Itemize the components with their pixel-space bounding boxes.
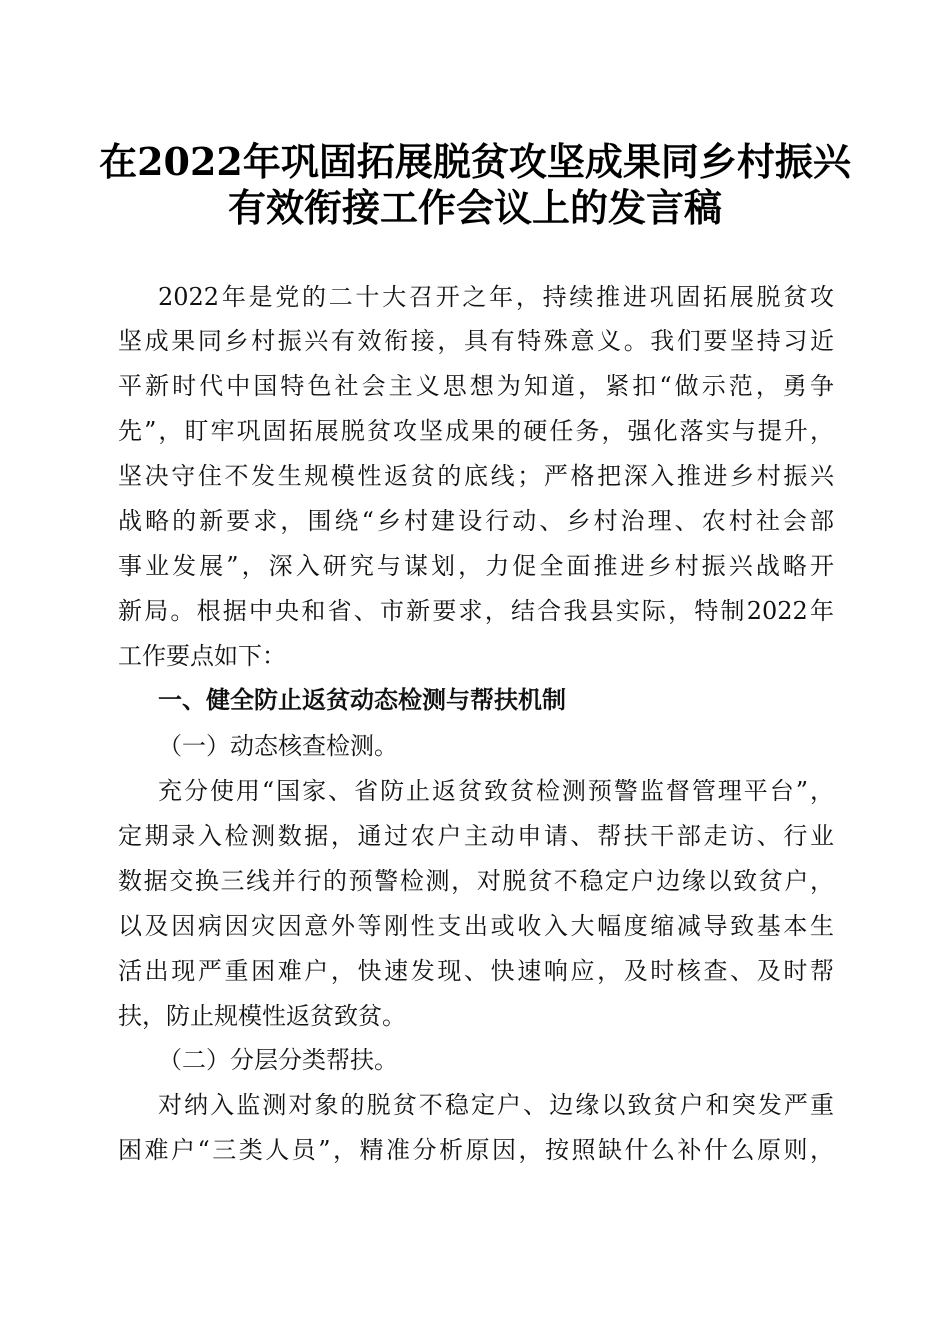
paragraph-1-line: 新局。根据中央和省、市新要求，结合我县实际，特制2022年	[118, 597, 834, 625]
paragraph-1-line: 工作要点如下：	[118, 642, 286, 670]
paragraph-2-line: 活出现严重困难户，快速发现、快速响应，及时核查、及时帮	[118, 957, 834, 985]
paragraph-2-line: 定期录入检测数据，通过农户主动申请、帮扶干部走访、行业	[118, 822, 834, 850]
paragraph-1-line: 事业发展”，深入研究与谋划，力促全面推进乡村振兴战略开	[118, 552, 834, 580]
paragraph-2-line: 扶，防止规模性返贫致贫。	[118, 1002, 406, 1030]
document-title-line-1: 在2022年巩固拓展脱贫攻坚成果同乡村振兴	[99, 139, 851, 184]
subsection-2-heading: （二）分层分类帮扶。	[158, 1046, 398, 1074]
section-1-heading: 一、健全防止返贫动态检测与帮扶机制	[158, 686, 566, 714]
paragraph-2-line: 数据交换三线并行的预警检测，对脱贫不稳定户边缘以致贫户，	[118, 867, 834, 895]
subsection-1-heading: （一）动态核查检测。	[158, 732, 398, 760]
paragraph-3-line: 困难户“三类人员”，精准分析原因，按照缺什么补什么原则，	[118, 1136, 834, 1164]
paragraph-1-line: 战略的新要求，围绕“乡村建设行动、乡村治理、农村社会部	[118, 507, 834, 535]
document-title-line-2: 有效衔接工作会议上的发言稿	[227, 185, 722, 230]
paragraph-1-line: 坚决守住不发生规模性返贫的底线；严格把深入推进乡村振兴	[118, 462, 834, 490]
paragraph-2-line: 充分使用“国家、省防止返贫致贫检测预警监督管理平台”，	[158, 777, 834, 805]
paragraph-1-line: 平新时代中国特色社会主义思想为知道，紧扣“做示范，勇争	[118, 372, 834, 400]
paragraph-1-line: 2022年是党的二十大召开之年，持续推进巩固拓展脱贫攻	[158, 283, 834, 311]
paragraph-1-line: 先”，盯牢巩固拓展脱贫攻坚成果的硬任务，强化落实与提升，	[118, 417, 834, 445]
paragraph-3-line: 对纳入监测对象的脱贫不稳定户、边缘以致贫户和突发严重	[158, 1091, 834, 1119]
paragraph-1-line: 坚成果同乡村振兴有效衔接，具有特殊意义。我们要坚持习近	[118, 327, 834, 355]
paragraph-2-line: 以及因病因灾因意外等刚性支出或收入大幅度缩减导致基本生	[118, 912, 834, 940]
